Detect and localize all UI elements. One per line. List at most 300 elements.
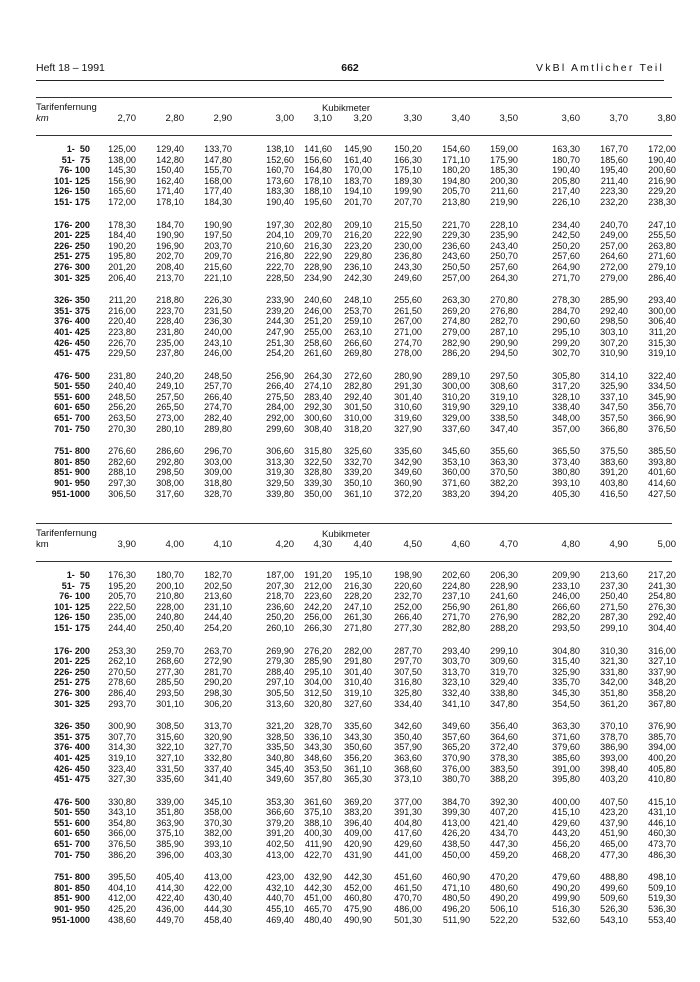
column-header: 3,00 xyxy=(275,113,294,124)
price-cell: 221,70 xyxy=(442,219,470,230)
distance-range: 176- 200 xyxy=(54,645,90,656)
table-row xyxy=(36,295,676,306)
price-cell: 316,00 xyxy=(648,645,676,656)
price-cell: 264,30 xyxy=(490,272,518,283)
price-cell: 307,20 xyxy=(600,337,628,348)
distance-range: 901- 950 xyxy=(54,904,90,915)
table-header xyxy=(36,524,676,558)
table-row xyxy=(36,230,676,241)
price-cell: 458,40 xyxy=(204,914,232,925)
price-cell: 247,10 xyxy=(344,601,372,612)
distance-range: 851- 900 xyxy=(54,467,90,478)
column-header: 4,20 xyxy=(275,539,294,550)
price-cell: 251,30 xyxy=(266,337,294,348)
price-cell: 155,70 xyxy=(204,165,232,176)
price-cell: 393,10 xyxy=(204,839,232,850)
price-cell: 412,00 xyxy=(108,893,136,904)
price-cell: 486,00 xyxy=(394,904,422,915)
distance-range: 276- 300 xyxy=(54,261,90,272)
price-cell: 321,20 xyxy=(266,721,294,732)
price-cell: 244,40 xyxy=(204,612,232,623)
table-row xyxy=(36,677,676,688)
price-cell: 438,60 xyxy=(108,914,136,925)
price-cell: 403,20 xyxy=(600,774,628,785)
price-cell: 216,80 xyxy=(266,251,294,262)
price-cell: 229,20 xyxy=(648,186,676,197)
price-cell: 222,90 xyxy=(394,230,422,241)
price-cell: 299,60 xyxy=(266,423,294,434)
price-cell: 195,60 xyxy=(304,196,332,207)
price-cell: 334,40 xyxy=(394,698,422,709)
table-row xyxy=(36,817,676,829)
price-cell: 501,30 xyxy=(394,914,422,925)
price-cell: 422,70 xyxy=(304,849,332,860)
price-cell: 254,20 xyxy=(204,622,232,633)
price-cell: 383,20 xyxy=(442,488,470,499)
price-cell: 241,30 xyxy=(648,580,676,591)
price-cell: 332,80 xyxy=(204,752,232,763)
price-cell: 226,10 xyxy=(552,196,580,207)
price-cell: 278,60 xyxy=(108,677,136,688)
price-cell: 255,00 xyxy=(304,326,332,337)
price-cell: 236,10 xyxy=(344,261,372,272)
price-cell: 178,30 xyxy=(108,219,136,230)
price-cell: 218,70 xyxy=(266,591,294,602)
price-cell: 220,60 xyxy=(394,580,422,591)
price-cell: 370,10 xyxy=(600,721,628,732)
price-cell: 452,00 xyxy=(344,882,372,893)
column-header: 4,70 xyxy=(499,539,518,550)
table-row xyxy=(36,175,676,187)
page-header xyxy=(36,62,664,78)
price-cell: 339,80 xyxy=(266,488,294,499)
price-cell: 236,80 xyxy=(394,251,422,262)
price-cell: 168,00 xyxy=(204,175,232,186)
cubic-meter-heading: Kubikmeter xyxy=(321,529,371,540)
price-cell: 447,30 xyxy=(490,839,518,850)
price-cell: 237,30 xyxy=(600,580,628,591)
price-cell: 263,80 xyxy=(648,240,676,251)
price-cell: 404,80 xyxy=(394,817,422,828)
price-cell: 341,40 xyxy=(204,774,232,785)
price-cell: 375,50 xyxy=(600,446,628,457)
page-number: 662 xyxy=(341,62,359,74)
price-cell: 190,40 xyxy=(648,154,676,165)
price-cell: 175,90 xyxy=(490,154,518,165)
price-cell: 277,30 xyxy=(156,666,184,677)
price-cell: 442,30 xyxy=(304,882,332,893)
price-cell: 383,60 xyxy=(600,456,628,467)
price-cell: 222,90 xyxy=(304,251,332,262)
price-cell: 347,40 xyxy=(490,423,518,434)
price-cell: 269,20 xyxy=(442,305,470,316)
price-cell: 298,30 xyxy=(204,687,232,698)
price-cell: 293,50 xyxy=(156,687,184,698)
price-cell: 231,50 xyxy=(204,305,232,316)
price-cell: 553,40 xyxy=(648,914,676,925)
price-cell: 475,90 xyxy=(344,904,372,915)
price-cell: 205,70 xyxy=(442,186,470,197)
price-cell: 240,20 xyxy=(156,370,184,381)
price-cell: 211,60 xyxy=(490,186,518,197)
price-cell: 350,40 xyxy=(394,731,422,742)
price-cell: 396,00 xyxy=(156,849,184,860)
price-cell: 393,10 xyxy=(552,478,580,489)
table-row xyxy=(36,251,676,262)
price-cell: 261,60 xyxy=(304,348,332,359)
price-cell: 240,80 xyxy=(156,612,184,623)
price-cell: 249,60 xyxy=(394,272,422,283)
table-row xyxy=(36,348,676,359)
price-cell: 334,50 xyxy=(648,381,676,392)
distance-range: 851- 900 xyxy=(54,893,90,904)
price-cell: 304,80 xyxy=(552,645,580,656)
price-cell: 456,20 xyxy=(552,839,580,850)
column-header: 4,30 xyxy=(313,539,332,550)
price-cell: 425,20 xyxy=(108,904,136,915)
price-cell: 320,90 xyxy=(204,731,232,742)
price-cell: 286,20 xyxy=(442,348,470,359)
price-cell: 243,40 xyxy=(490,240,518,251)
price-cell: 432,10 xyxy=(266,882,294,893)
price-cell: 303,10 xyxy=(600,326,628,337)
price-cell: 266,60 xyxy=(344,337,372,348)
price-cell: 382,00 xyxy=(204,828,232,839)
price-cell: 213,80 xyxy=(442,196,470,207)
price-cell: 313,30 xyxy=(266,456,294,467)
price-cell: 446,10 xyxy=(648,817,676,828)
row-group xyxy=(36,295,676,359)
price-cell: 316,80 xyxy=(394,677,422,688)
price-cell: 353,30 xyxy=(266,796,294,807)
price-cell: 246,00 xyxy=(304,305,332,316)
column-header: 3,10 xyxy=(313,113,332,124)
column-header: 2,80 xyxy=(165,113,184,124)
price-cell: 360,00 xyxy=(442,467,470,478)
price-cell: 276,20 xyxy=(304,645,332,656)
price-cell: 237,80 xyxy=(156,348,184,359)
price-cell: 459,20 xyxy=(490,849,518,860)
price-cell: 150,20 xyxy=(394,144,422,154)
column-header: 3,30 xyxy=(403,113,422,124)
price-cell: 386,20 xyxy=(108,849,136,860)
price-cell: 351,80 xyxy=(156,807,184,818)
price-cell: 187,00 xyxy=(266,570,294,580)
price-cell: 312,50 xyxy=(304,687,332,698)
price-cell: 319,70 xyxy=(490,666,518,677)
distance-range: 226- 250 xyxy=(54,666,90,677)
price-cell: 133,70 xyxy=(204,144,232,154)
price-cell: 310,60 xyxy=(394,402,422,413)
price-cell: 354,80 xyxy=(108,817,136,828)
price-cell: 264,60 xyxy=(600,251,628,262)
price-cell: 280,90 xyxy=(394,370,422,381)
price-cell: 330,80 xyxy=(108,796,136,807)
distance-range: 376- 400 xyxy=(54,316,90,327)
price-cell: 224,80 xyxy=(442,580,470,591)
price-cell: 306,60 xyxy=(266,446,294,457)
price-cell: 223,60 xyxy=(304,591,332,602)
distance-range: 101- 125 xyxy=(54,175,90,186)
distance-range: 1- 50 xyxy=(66,144,90,154)
price-cell: 236,60 xyxy=(266,601,294,612)
price-cell: 259,10 xyxy=(344,316,372,327)
price-cell: 370,50 xyxy=(490,467,518,478)
distance-range: 251- 275 xyxy=(54,677,90,688)
price-cell: 369,20 xyxy=(344,796,372,807)
price-cell: 327,10 xyxy=(648,656,676,667)
distance-range: 551- 600 xyxy=(54,817,90,828)
price-cell: 125,00 xyxy=(108,144,136,154)
price-cell: 318,20 xyxy=(344,423,372,434)
price-cell: 259,70 xyxy=(156,645,184,656)
price-cell: 429,60 xyxy=(552,817,580,828)
table-row xyxy=(36,570,676,581)
price-cell: 145,90 xyxy=(344,144,372,154)
price-cell: 138,10 xyxy=(266,144,294,154)
price-cell: 282,60 xyxy=(108,456,136,467)
price-cell: 455,10 xyxy=(266,904,294,915)
price-cell: 361,60 xyxy=(304,796,332,807)
table-row xyxy=(36,807,676,818)
distance-range: 226- 250 xyxy=(54,240,90,251)
price-cell: 427,50 xyxy=(648,488,676,499)
price-cell: 271,80 xyxy=(344,622,372,633)
price-cell: 331,80 xyxy=(600,666,628,677)
column-header: 4,10 xyxy=(213,539,232,550)
price-cell: 240,60 xyxy=(304,295,332,306)
price-cell: 228,10 xyxy=(490,219,518,230)
distance-range: 951-1000 xyxy=(51,488,90,499)
price-cell: 141,60 xyxy=(304,144,332,154)
price-cell: 291,80 xyxy=(344,656,372,667)
price-cell: 238,30 xyxy=(648,196,676,207)
price-cell: 498,10 xyxy=(648,872,676,883)
price-cell: 278,30 xyxy=(552,295,580,306)
price-cell: 270,50 xyxy=(108,666,136,677)
price-cell: 263,50 xyxy=(108,413,136,424)
table-row xyxy=(36,186,676,197)
price-cell: 380,70 xyxy=(442,774,470,785)
price-cell: 292,40 xyxy=(648,612,676,623)
price-cell: 256,90 xyxy=(442,601,470,612)
price-cell: 269,80 xyxy=(344,348,372,359)
price-cell: 254,80 xyxy=(648,591,676,602)
distance-range: 76- 100 xyxy=(59,591,90,602)
price-cell: 340,80 xyxy=(266,752,294,763)
price-cell: 423,00 xyxy=(266,872,294,883)
price-cell: 345,30 xyxy=(552,687,580,698)
price-cell: 228,90 xyxy=(490,580,518,591)
price-cell: 414,60 xyxy=(648,478,676,489)
row-group xyxy=(36,446,676,499)
price-cell: 184,30 xyxy=(204,196,232,207)
price-cell: 216,20 xyxy=(344,230,372,241)
price-cell: 345,10 xyxy=(204,796,232,807)
price-cell: 173,60 xyxy=(266,175,294,186)
price-cell: 216,30 xyxy=(344,580,372,591)
price-cell: 234,40 xyxy=(552,219,580,230)
price-cell: 194,80 xyxy=(442,175,470,186)
price-cell: 339,00 xyxy=(156,796,184,807)
price-cell: 300,60 xyxy=(304,413,332,424)
price-cell: 198,90 xyxy=(394,570,422,580)
distance-range: 801- 850 xyxy=(54,882,90,893)
price-cell: 342,60 xyxy=(394,721,422,732)
price-cell: 177,40 xyxy=(204,186,232,197)
price-cell: 170,00 xyxy=(344,165,372,176)
price-cell: 231,10 xyxy=(204,601,232,612)
row-group xyxy=(36,219,676,284)
price-cell: 392,30 xyxy=(490,796,518,807)
price-cell: 279,10 xyxy=(648,261,676,272)
header-rule xyxy=(36,80,664,81)
price-cell: 337,60 xyxy=(442,423,470,434)
price-cell: 450,00 xyxy=(442,849,470,860)
table-row xyxy=(36,456,676,468)
table-row xyxy=(36,872,676,883)
distance-range: 476- 500 xyxy=(54,370,90,381)
table-row xyxy=(36,601,676,613)
price-cell: 442,30 xyxy=(344,872,372,883)
price-cell: 328,70 xyxy=(304,721,332,732)
distance-range: 326- 350 xyxy=(54,721,90,732)
column-header: 3,80 xyxy=(657,113,676,124)
price-cell: 270,30 xyxy=(108,423,136,434)
price-cell: 257,70 xyxy=(204,381,232,392)
price-cell: 366,00 xyxy=(108,828,136,839)
price-cell: 320,80 xyxy=(304,698,332,709)
price-cell: 303,70 xyxy=(442,656,470,667)
table-row xyxy=(36,698,676,710)
price-cell: 302,70 xyxy=(552,348,580,359)
price-cell: 335,50 xyxy=(266,742,294,753)
price-cell: 400,00 xyxy=(552,796,580,807)
distance-heading: Tarifenfernung xyxy=(36,102,97,113)
distance-range: 751- 800 xyxy=(54,872,90,883)
price-cell: 172,00 xyxy=(108,196,136,207)
price-cell: 363,30 xyxy=(490,456,518,467)
km-heading: km xyxy=(36,539,49,550)
distance-range: 51- 75 xyxy=(61,154,90,165)
price-cell: 293,70 xyxy=(108,698,136,709)
price-cell: 509,60 xyxy=(600,893,628,904)
price-cell: 361,20 xyxy=(600,698,628,709)
price-cell: 292,30 xyxy=(304,402,332,413)
price-cell: 386,90 xyxy=(600,742,628,753)
price-cell: 282,90 xyxy=(442,337,470,348)
price-cell: 279,00 xyxy=(442,326,470,337)
table-row xyxy=(36,261,676,273)
price-cell: 231,80 xyxy=(108,370,136,381)
price-cell: 423,20 xyxy=(600,807,628,818)
price-cell: 526,30 xyxy=(600,904,628,915)
price-cell: 305,80 xyxy=(552,370,580,381)
table-row xyxy=(36,316,676,327)
price-cell: 325,90 xyxy=(600,381,628,392)
price-cell: 473,70 xyxy=(648,839,676,850)
price-cell: 314,10 xyxy=(600,370,628,381)
column-header: 2,70 xyxy=(117,113,136,124)
distance-range: 426- 450 xyxy=(54,763,90,774)
price-cell: 368,60 xyxy=(394,763,422,774)
price-cell: 257,50 xyxy=(156,391,184,402)
price-cell: 160,70 xyxy=(266,165,294,176)
price-cell: 263,70 xyxy=(204,645,232,656)
price-cell: 376,50 xyxy=(648,423,676,434)
price-cell: 271,00 xyxy=(394,326,422,337)
price-cell: 209,10 xyxy=(344,219,372,230)
price-cell: 240,70 xyxy=(600,219,628,230)
price-cell: 299,10 xyxy=(600,622,628,633)
price-cell: 509,10 xyxy=(648,882,676,893)
price-cell: 393,80 xyxy=(648,456,676,467)
price-cell: 253,70 xyxy=(344,305,372,316)
price-cell: 461,50 xyxy=(394,882,422,893)
price-cell: 277,30 xyxy=(394,622,422,633)
price-cell: 319,10 xyxy=(490,391,518,402)
price-cell: 289,80 xyxy=(204,423,232,434)
price-cell: 426,20 xyxy=(442,828,470,839)
distance-range: 701- 750 xyxy=(54,423,90,434)
price-cell: 285,50 xyxy=(156,677,184,688)
price-cell: 261,50 xyxy=(394,305,422,316)
distance-range: 501- 550 xyxy=(54,807,90,818)
price-cell: 161,40 xyxy=(344,154,372,165)
price-cell: 229,50 xyxy=(108,348,136,359)
price-cell: 210,60 xyxy=(266,240,294,251)
price-cell: 313,60 xyxy=(266,698,294,709)
price-cell: 319,10 xyxy=(108,752,136,763)
price-cell: 499,60 xyxy=(600,882,628,893)
column-header: 3,50 xyxy=(499,113,518,124)
price-cell: 176,30 xyxy=(108,570,136,580)
price-cell: 341,10 xyxy=(442,698,470,709)
price-cell: 411,90 xyxy=(304,839,332,850)
table-row xyxy=(36,478,676,489)
price-cell: 287,70 xyxy=(394,645,422,656)
price-cell: 129,40 xyxy=(156,144,184,154)
price-cell: 366,60 xyxy=(266,807,294,818)
price-cell: 440,70 xyxy=(266,893,294,904)
distance-range: 76- 100 xyxy=(59,165,90,176)
price-cell: 276,80 xyxy=(490,305,518,316)
price-cell: 250,70 xyxy=(490,251,518,262)
column-header: 4,00 xyxy=(165,539,184,550)
price-cell: 470,20 xyxy=(490,872,518,883)
price-cell: 372,20 xyxy=(394,488,422,499)
price-cell: 242,50 xyxy=(552,230,580,241)
price-cell: 171,40 xyxy=(156,186,184,197)
price-cell: 345,60 xyxy=(442,446,470,457)
price-cell: 190,40 xyxy=(552,165,580,176)
table-row xyxy=(36,849,676,861)
price-cell: 185,30 xyxy=(490,165,518,176)
table-row xyxy=(36,882,676,894)
price-cell: 213,60 xyxy=(204,591,232,602)
price-cell: 353,50 xyxy=(304,763,332,774)
price-cell: 400,30 xyxy=(304,828,332,839)
row-group xyxy=(36,721,676,785)
table-row xyxy=(36,446,676,457)
price-cell: 266,40 xyxy=(204,391,232,402)
row-group xyxy=(36,645,676,710)
price-cell: 263,10 xyxy=(344,326,372,337)
price-cell: 242,20 xyxy=(304,601,332,612)
price-cell: 226,70 xyxy=(108,337,136,348)
price-cell: 394,00 xyxy=(648,742,676,753)
price-cell: 205,80 xyxy=(552,175,580,186)
